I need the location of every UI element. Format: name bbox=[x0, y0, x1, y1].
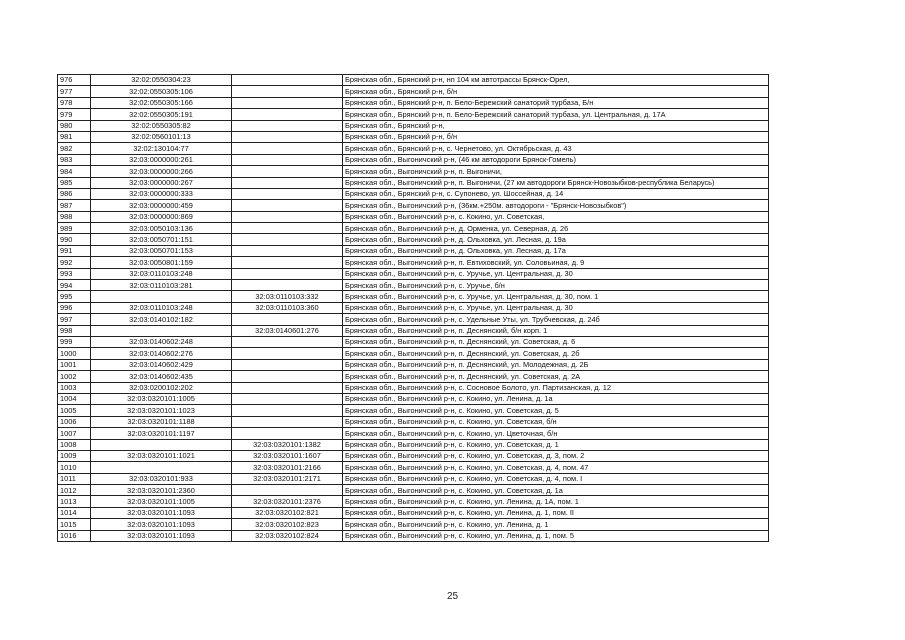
address-cell: Брянская обл., Выгоничский р-н, с. Кокино, ул. Ленина, д. 1, пом. II bbox=[343, 507, 769, 518]
premises-number-cell: 32:03:0320101:1382 bbox=[232, 439, 343, 450]
row-number-cell: 980 bbox=[58, 120, 91, 131]
row-number-cell: 988 bbox=[58, 211, 91, 222]
table-row bbox=[58, 234, 769, 245]
row-number-cell: 979 bbox=[58, 109, 91, 120]
premises-number-cell bbox=[232, 405, 343, 416]
table-row bbox=[58, 291, 769, 302]
cadastral-number-cell: 32:03:0000000:266 bbox=[91, 166, 232, 177]
cadastral-number-cell: 32:03:0320101:2360 bbox=[91, 485, 232, 496]
premises-number-cell bbox=[232, 416, 343, 427]
table-row bbox=[58, 120, 769, 131]
cadastral-number-cell: 32:03:0110103:281 bbox=[91, 280, 232, 291]
premises-number-cell bbox=[232, 428, 343, 439]
address-cell: Брянская обл., Выгоничский р-н, с. Кокино, ул. Советская, д. 1а bbox=[343, 485, 769, 496]
premises-number-cell: 32:03:0320101:2171 bbox=[232, 473, 343, 484]
row-number-cell: 1011 bbox=[58, 473, 91, 484]
address-cell: Брянская обл., Выгоничский р-н, с. Кокино, ул. Советская, б/н bbox=[343, 416, 769, 427]
row-number-cell: 1013 bbox=[58, 496, 91, 507]
address-cell: Брянская обл., Брянский р-н, п. Бело-Бережский санаторий турбаза, ул. Центральная, д. 17А bbox=[343, 109, 769, 120]
cadastral-number-cell: 32:03:0110103:248 bbox=[91, 302, 232, 313]
table-row bbox=[58, 405, 769, 416]
page-number: 25 bbox=[446, 591, 459, 602]
table-row bbox=[58, 496, 769, 507]
premises-number-cell: 32:03:0110103:332 bbox=[232, 291, 343, 302]
table-row bbox=[58, 519, 769, 530]
row-number-cell: 1008 bbox=[58, 439, 91, 450]
address-cell: Брянская обл., Выгоничский р-н, (46 км автодороги Брянск-Гомель) bbox=[343, 154, 769, 165]
row-number-cell: 1005 bbox=[58, 405, 91, 416]
address-cell: Брянская обл., Выгоничский р-н, с. Кокино, ул. Советская, bbox=[343, 211, 769, 222]
table-row bbox=[58, 485, 769, 496]
premises-number-cell: 32:03:0320102:824 bbox=[232, 530, 343, 541]
address-cell: Брянская обл., Выгоничский р-н, п. Евтиховский, ул. Соловьиная, д. 9 bbox=[343, 257, 769, 268]
address-cell: Брянская обл., Выгоничский р-н, с. Кокино, ул. Ленина, д. 1 bbox=[343, 519, 769, 530]
cadastral-number-cell: 32:02:0560101:13 bbox=[91, 131, 232, 142]
address-cell: Брянская обл., Брянский р-н, с. Супонево, ул. Шоссейная, д. 14 bbox=[343, 188, 769, 199]
table-row bbox=[58, 188, 769, 199]
row-number-cell: 993 bbox=[58, 268, 91, 279]
address-cell: Брянская обл., Выгоничский р-н, п. Деснянский, ул. Советская, д. 2б bbox=[343, 348, 769, 359]
row-number-cell: 998 bbox=[58, 325, 91, 336]
row-number-cell: 989 bbox=[58, 223, 91, 234]
address-cell: Брянская обл., Выгоничский р-н, с. Сосновое Болото, ул. Партизанская, д. 12 bbox=[343, 382, 769, 393]
table-row bbox=[58, 166, 769, 177]
premises-number-cell bbox=[232, 485, 343, 496]
row-number-cell: 978 bbox=[58, 97, 91, 108]
table-row bbox=[58, 393, 769, 404]
cadastral-number-cell: 32:03:0320101:1005 bbox=[91, 496, 232, 507]
address-cell: Брянская обл., Выгоничский р-н, с. Кокино, ул. Советская, д. 1 bbox=[343, 439, 769, 450]
cadastral-number-cell: 32:03:0320101:1023 bbox=[91, 405, 232, 416]
premises-number-cell bbox=[232, 143, 343, 154]
cadastral-number-cell: 32:03:0200102:202 bbox=[91, 382, 232, 393]
cadastral-number-cell: 32:03:0000000:261 bbox=[91, 154, 232, 165]
cadastral-number-cell: 32:03:0140102:182 bbox=[91, 314, 232, 325]
cadastral-number-cell bbox=[91, 439, 232, 450]
table-row bbox=[58, 131, 769, 142]
address-cell: Брянская обл., Выгоничский р-н, д. Орменка, ул. Северная, д. 26 bbox=[343, 223, 769, 234]
table-row bbox=[58, 371, 769, 382]
address-cell: Брянская обл., Выгоничский р-н, (36км.+250м. автодороги - "Брянск-Новозыбков") bbox=[343, 200, 769, 211]
table-row bbox=[58, 200, 769, 211]
row-number-cell: 1015 bbox=[58, 519, 91, 530]
row-number-cell: 976 bbox=[58, 75, 91, 86]
row-number-cell: 1001 bbox=[58, 359, 91, 370]
address-cell: Брянская обл., Выгоничский р-н, с. Кокино, ул. Ленина, д. 1а bbox=[343, 393, 769, 404]
cadastral-number-cell: 32:03:0140602:276 bbox=[91, 348, 232, 359]
address-cell: Брянская обл., Выгоничский р-н, с. Кокино, ул. Советская, д. 3, пом. 2 bbox=[343, 450, 769, 461]
row-number-cell: 997 bbox=[58, 314, 91, 325]
cadastral-number-cell: 32:03:0140602:248 bbox=[91, 336, 232, 347]
cadastral-number-cell: 32:02:0550305:166 bbox=[91, 97, 232, 108]
cadastral-number-cell: 32:03:0320101:1188 bbox=[91, 416, 232, 427]
address-cell: Брянская обл., Выгоничский р-н, с. Удельные Уты, ул. Трубчевская, д. 24б bbox=[343, 314, 769, 325]
row-number-cell: 1004 bbox=[58, 393, 91, 404]
premises-number-cell: 32:03:0320101:2166 bbox=[232, 462, 343, 473]
address-cell: Брянская обл., Выгоничский р-н, с. Уручье, ул. Центральная, д. 30, пом. 1 bbox=[343, 291, 769, 302]
table-row bbox=[58, 348, 769, 359]
address-cell: Брянская обл., Выгоничский р-н, п. Деснянский, ул. Советская, д. 6 bbox=[343, 336, 769, 347]
premises-number-cell bbox=[232, 75, 343, 86]
premises-number-cell bbox=[232, 245, 343, 256]
address-cell: Брянская обл., Выгоничский р-н, с. Кокино, ул. Советская, д. 4, пом. 47 bbox=[343, 462, 769, 473]
cadastral-number-cell: 32:03:0320101:1005 bbox=[91, 393, 232, 404]
address-cell: Брянская обл., Выгоничский р-н, с. Кокино, ул. Ленина, д. 1, пом. 5 bbox=[343, 530, 769, 541]
premises-number-cell bbox=[232, 314, 343, 325]
address-cell: Брянская обл., Выгоничский р-н, с. Уручье, ул. Центральная, д. 30 bbox=[343, 302, 769, 313]
row-number-cell: 1009 bbox=[58, 450, 91, 461]
address-cell: Брянская обл., Брянский р-н, нп 104 км автотрассы Брянск-Орел, bbox=[343, 75, 769, 86]
address-cell: Брянская обл., Выгоничский р-н, п. Деснянский, б/н корп. 1 bbox=[343, 325, 769, 336]
cadastral-number-cell bbox=[91, 462, 232, 473]
premises-number-cell bbox=[232, 131, 343, 142]
table-row bbox=[58, 257, 769, 268]
premises-number-cell bbox=[232, 166, 343, 177]
table-row bbox=[58, 223, 769, 234]
table-row bbox=[58, 325, 769, 336]
premises-number-cell bbox=[232, 371, 343, 382]
address-cell: Брянская обл., Брянский р-н, п. Бело-Бережский санаторий турбаза, Б/н bbox=[343, 97, 769, 108]
table-row bbox=[58, 462, 769, 473]
table-row bbox=[58, 450, 769, 461]
row-number-cell: 1000 bbox=[58, 348, 91, 359]
table-row bbox=[58, 507, 769, 518]
premises-number-cell bbox=[232, 97, 343, 108]
premises-number-cell bbox=[232, 336, 343, 347]
table-row bbox=[58, 439, 769, 450]
property-registry-table bbox=[57, 74, 769, 542]
premises-number-cell: 32:03:0140601:276 bbox=[232, 325, 343, 336]
address-cell: Брянская обл., Выгоничский р-н, д. Ольховка, ул. Лесная, д. 17а bbox=[343, 245, 769, 256]
row-number-cell: 990 bbox=[58, 234, 91, 245]
premises-number-cell bbox=[232, 211, 343, 222]
premises-number-cell bbox=[232, 200, 343, 211]
address-cell: Брянская обл., Выгоничский р-н, п. Выгоничи, (27 км автодороги Брянск-Новозыбков-республика Беларусь) bbox=[343, 177, 769, 188]
cadastral-number-cell: 32:03:0110103:248 bbox=[91, 268, 232, 279]
address-cell: Брянская обл., Брянский р-н, bbox=[343, 120, 769, 131]
cadastral-number-cell: 32:03:0050103:136 bbox=[91, 223, 232, 234]
cadastral-number-cell: 32:02:0550305:82 bbox=[91, 120, 232, 131]
premises-number-cell: 32:03:0110103:360 bbox=[232, 302, 343, 313]
row-number-cell: 985 bbox=[58, 177, 91, 188]
address-cell: Брянская обл., Выгоничский р-н, с. Кокино, ул. Цветочная, б/н bbox=[343, 428, 769, 439]
table-row bbox=[58, 154, 769, 165]
premises-number-cell bbox=[232, 348, 343, 359]
address-cell: Брянская обл., Выгоничский р-н, п. Деснянский, ул. Молодежная, д. 2Б bbox=[343, 359, 769, 370]
cadastral-number-cell: 32:02:0550305:106 bbox=[91, 86, 232, 97]
row-number-cell: 981 bbox=[58, 131, 91, 142]
row-number-cell: 984 bbox=[58, 166, 91, 177]
cadastral-number-cell: 32:03:0050801:159 bbox=[91, 257, 232, 268]
cadastral-number-cell: 32:03:0320101:1197 bbox=[91, 428, 232, 439]
table-row bbox=[58, 416, 769, 427]
table-row bbox=[58, 75, 769, 86]
table-row bbox=[58, 143, 769, 154]
table-row bbox=[58, 302, 769, 313]
address-cell: Брянская обл., Выгоничский р-н, с. Кокино, ул. Советская, д. 5 bbox=[343, 405, 769, 416]
premises-number-cell bbox=[232, 393, 343, 404]
row-number-cell: 1016 bbox=[58, 530, 91, 541]
cadastral-number-cell bbox=[91, 291, 232, 302]
row-number-cell: 996 bbox=[58, 302, 91, 313]
address-cell: Брянская обл., Выгоничский р-н, п. Деснянский, ул. Советская, д. 2А bbox=[343, 371, 769, 382]
row-number-cell: 1012 bbox=[58, 485, 91, 496]
row-number-cell: 992 bbox=[58, 257, 91, 268]
premises-number-cell bbox=[232, 188, 343, 199]
cadastral-number-cell: 32:03:0320101:1093 bbox=[91, 507, 232, 518]
premises-number-cell bbox=[232, 382, 343, 393]
cadastral-number-cell: 32:03:0140602:435 bbox=[91, 371, 232, 382]
address-cell: Брянская обл., Брянский р-н, б/н bbox=[343, 86, 769, 97]
table-row bbox=[58, 280, 769, 291]
cadastral-number-cell: 32:02:0550304:23 bbox=[91, 75, 232, 86]
table-row bbox=[58, 211, 769, 222]
cadastral-number-cell: 32:03:0320101:1021 bbox=[91, 450, 232, 461]
row-number-cell: 1014 bbox=[58, 507, 91, 518]
cadastral-number-cell: 32:03:0000000:333 bbox=[91, 188, 232, 199]
address-cell: Брянская обл., Выгоничский р-н, с. Кокино, ул. Ленина, д. 1А, пом. 1 bbox=[343, 496, 769, 507]
cadastral-number-cell: 32:03:0320101:1093 bbox=[91, 519, 232, 530]
row-number-cell: 987 bbox=[58, 200, 91, 211]
premises-number-cell bbox=[232, 223, 343, 234]
table-row bbox=[58, 109, 769, 120]
table-row bbox=[58, 359, 769, 370]
row-number-cell: 995 bbox=[58, 291, 91, 302]
row-number-cell: 977 bbox=[58, 86, 91, 97]
address-cell: Брянская обл., Брянский р-н, б/н bbox=[343, 131, 769, 142]
premises-number-cell: 32:03:0320102:821 bbox=[232, 507, 343, 518]
cadastral-number-cell: 32:02:130104:77 bbox=[91, 143, 232, 154]
row-number-cell: 1010 bbox=[58, 462, 91, 473]
row-number-cell: 1006 bbox=[58, 416, 91, 427]
row-number-cell: 983 bbox=[58, 154, 91, 165]
address-cell: Брянская обл., Выгоничский р-н, п. Выгоничи, bbox=[343, 166, 769, 177]
table-row bbox=[58, 382, 769, 393]
cadastral-number-cell: 32:03:0000000:267 bbox=[91, 177, 232, 188]
row-number-cell: 982 bbox=[58, 143, 91, 154]
premises-number-cell: 32:03:0320101:2376 bbox=[232, 496, 343, 507]
premises-number-cell bbox=[232, 86, 343, 97]
cadastral-number-cell: 32:03:0320101:1093 bbox=[91, 530, 232, 541]
cadastral-number-cell: 32:03:0050701:151 bbox=[91, 234, 232, 245]
address-cell: Брянская обл., Выгоничский р-н, с. Уручье, б/н bbox=[343, 280, 769, 291]
cadastral-number-cell: 32:03:0050701:153 bbox=[91, 245, 232, 256]
premises-number-cell bbox=[232, 257, 343, 268]
row-number-cell: 994 bbox=[58, 280, 91, 291]
table-row bbox=[58, 97, 769, 108]
table-row bbox=[58, 86, 769, 97]
registry-table-body bbox=[58, 75, 769, 542]
premises-number-cell bbox=[232, 120, 343, 131]
table-row bbox=[58, 177, 769, 188]
premises-number-cell bbox=[232, 359, 343, 370]
address-cell: Брянская обл., Выгоничский р-н, д. Ольховка, ул. Лесная, д. 19а bbox=[343, 234, 769, 245]
cadastral-number-cell: 32:02:0550305:191 bbox=[91, 109, 232, 120]
premises-number-cell bbox=[232, 177, 343, 188]
table-row bbox=[58, 314, 769, 325]
table-row bbox=[58, 245, 769, 256]
address-cell: Брянская обл., Выгоничский р-н, с. Уручье, ул. Центральная, д. 30 bbox=[343, 268, 769, 279]
cadastral-number-cell: 32:03:0140602:429 bbox=[91, 359, 232, 370]
premises-number-cell bbox=[232, 280, 343, 291]
address-cell: Брянская обл., Выгоничский р-н, с. Кокино, ул. Советская, д. 4, пом. I bbox=[343, 473, 769, 484]
cadastral-number-cell: 32:03:0320101:933 bbox=[91, 473, 232, 484]
table-row bbox=[58, 268, 769, 279]
cadastral-number-cell bbox=[91, 325, 232, 336]
row-number-cell: 999 bbox=[58, 336, 91, 347]
row-number-cell: 991 bbox=[58, 245, 91, 256]
cadastral-number-cell: 32:03:0000000:869 bbox=[91, 211, 232, 222]
premises-number-cell: 32:03:0320102:823 bbox=[232, 519, 343, 530]
premises-number-cell bbox=[232, 234, 343, 245]
premises-number-cell bbox=[232, 268, 343, 279]
table-row bbox=[58, 428, 769, 439]
table-row bbox=[58, 530, 769, 541]
table-row bbox=[58, 473, 769, 484]
premises-number-cell bbox=[232, 154, 343, 165]
premises-number-cell bbox=[232, 109, 343, 120]
row-number-cell: 1007 bbox=[58, 428, 91, 439]
cadastral-number-cell: 32:03:0000000:459 bbox=[91, 200, 232, 211]
row-number-cell: 1002 bbox=[58, 371, 91, 382]
table-row bbox=[58, 336, 769, 347]
address-cell: Брянская обл., Брянский р-н, с. Чернетово, ул. Октябрьская, д. 43 bbox=[343, 143, 769, 154]
row-number-cell: 986 bbox=[58, 188, 91, 199]
premises-number-cell: 32:03:0320101:1607 bbox=[232, 450, 343, 461]
row-number-cell: 1003 bbox=[58, 382, 91, 393]
